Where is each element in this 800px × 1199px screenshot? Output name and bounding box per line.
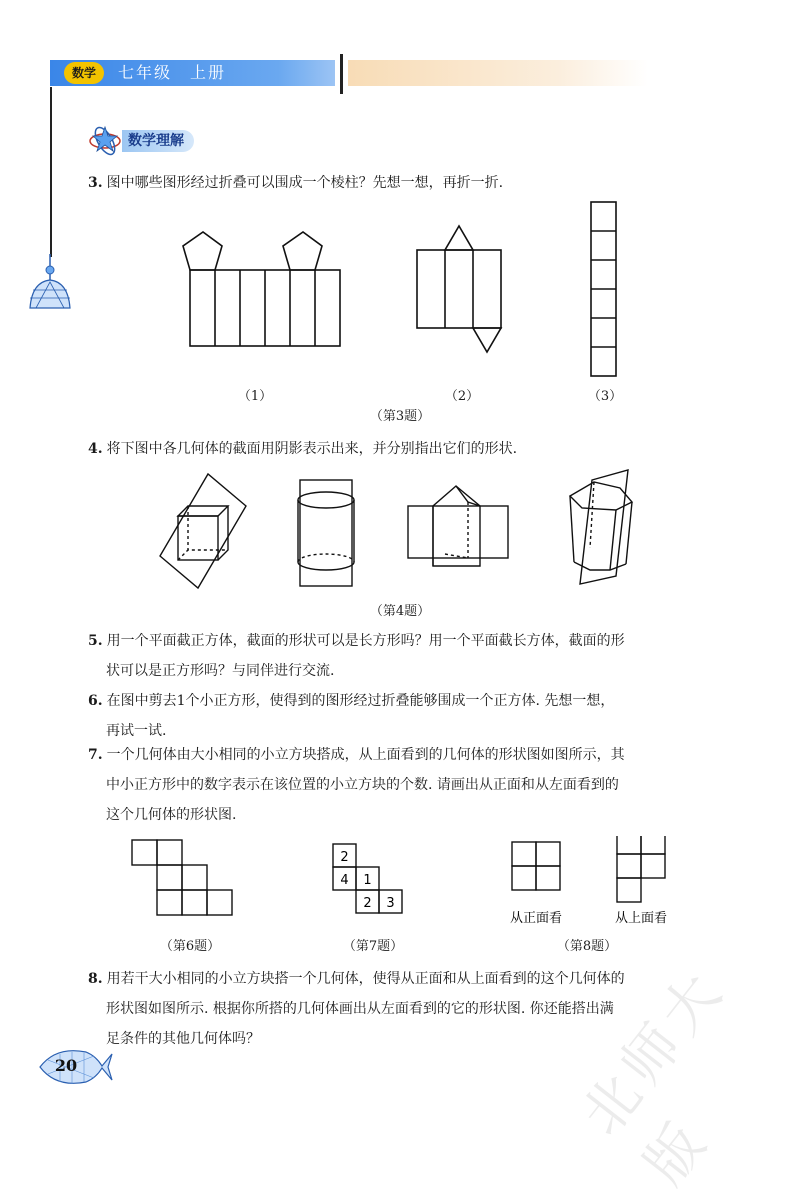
question-number: 5. bbox=[88, 633, 103, 649]
question-number: 7. bbox=[88, 747, 103, 763]
question-text: 将下图中各几何体的截面用阴影表示出来，并分别指出它们的形状. bbox=[106, 441, 518, 457]
fig8-label-top: 从上面看 bbox=[614, 911, 668, 926]
atom-star-icon bbox=[88, 124, 124, 156]
watermark: 北师大版 bbox=[569, 956, 739, 1197]
question-7 bbox=[88, 740, 728, 830]
question-number: 8. bbox=[88, 971, 103, 987]
header-gradient-band bbox=[348, 60, 648, 86]
question-text-line-3: 这个几何体的形状图. bbox=[106, 807, 237, 823]
subject-badge: 数学 bbox=[64, 62, 104, 84]
header-title: 七年级 上册 bbox=[118, 63, 227, 82]
fig7-number: 1 bbox=[363, 873, 372, 888]
question-text-line-2: 形状图如图所示. 根据你所搭的几何体画出从左面看到的它的形状图. 你还能搭出满 bbox=[106, 1001, 614, 1017]
question-text-line-1: 用若干大小相同的小立方块搭一个几何体，使得从正面和从上面看到的这个几何体的 bbox=[106, 971, 625, 987]
question-text-line-2: 再试一试. bbox=[106, 723, 167, 739]
fig7-number: 3 bbox=[386, 896, 395, 911]
question-text: 图中哪些图形经过折叠可以围成一个棱柱？先想一想，再折一折. bbox=[106, 175, 504, 191]
page-number: 20 bbox=[54, 1056, 78, 1075]
question-6 bbox=[88, 686, 728, 746]
fig7-number: 4 bbox=[340, 873, 349, 888]
question-number: 6. bbox=[88, 693, 103, 709]
caption-q7: （第7题） bbox=[342, 939, 404, 954]
question-5 bbox=[88, 626, 728, 686]
figure-q4-solids bbox=[150, 466, 670, 598]
figure-label-3: （3） bbox=[587, 389, 623, 404]
margin-line bbox=[50, 87, 52, 257]
question-number: 4. bbox=[88, 441, 103, 457]
question-text-line-2: 中小正方形中的数字表示在该位置的小立方块的个数. 请画出从正面和从左面看到的 bbox=[106, 777, 619, 793]
section-tag: 数学理解 bbox=[122, 130, 194, 152]
caption-q6: （第6题） bbox=[159, 939, 221, 954]
question-text-line-1: 一个几何体由大小相同的小立方块搭成，从上面看到的几何体的形状图如图所示，其 bbox=[106, 747, 625, 763]
tower-icon bbox=[22, 252, 78, 312]
figure-label-2: （2） bbox=[444, 389, 480, 404]
caption-q8: （第8题） bbox=[556, 939, 618, 954]
caption-q4: （第4题） bbox=[369, 604, 431, 619]
question-number: 3. bbox=[88, 175, 103, 191]
figure-row-q6-q8 bbox=[120, 836, 700, 928]
question-text-line-1: 在图中剪去1个小正方形，使得到的图形经过折叠能够围成一个正方体. 先想一想， bbox=[106, 693, 615, 709]
fig7-number: 2 bbox=[340, 850, 349, 865]
caption-q3: （第3题） bbox=[369, 409, 431, 424]
question-3 bbox=[88, 168, 728, 198]
figure-label-1: （1） bbox=[237, 389, 273, 404]
fig7-number: 2 bbox=[363, 896, 372, 911]
question-text-line-1: 用一个平面截正方体，截面的形状可以是长方形吗？用一个平面截长方体，截面的形 bbox=[106, 633, 625, 649]
question-4 bbox=[88, 434, 728, 464]
figure-q3-nets bbox=[170, 198, 670, 388]
header-divider bbox=[340, 54, 343, 94]
fig8-label-front: 从正面看 bbox=[509, 911, 563, 926]
question-text-line-2: 状可以是正方形吗？与同伴进行交流. bbox=[106, 663, 335, 679]
question-text-line-3: 足条件的其他几何体吗？ bbox=[106, 1031, 260, 1047]
